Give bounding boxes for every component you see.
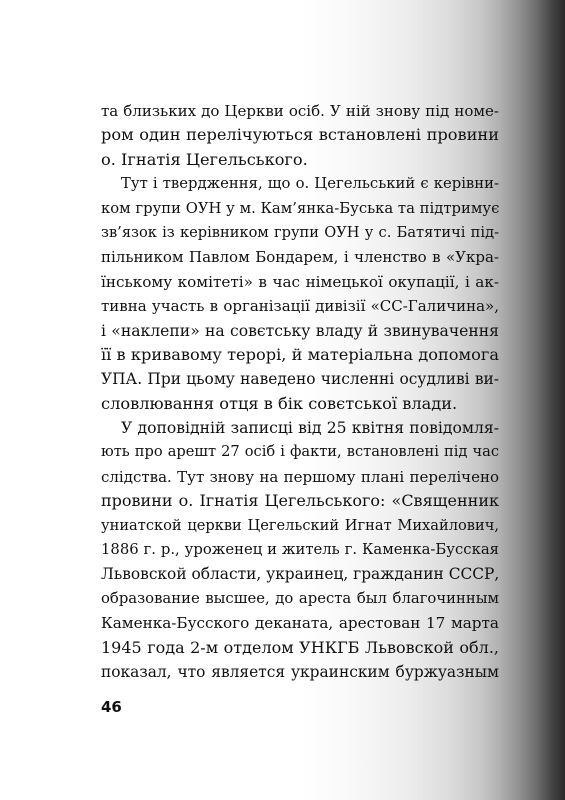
text-line: ком групи ОУН у м. Кам’янка-Буська та підтримує xyxy=(101,199,499,217)
text-line: образование высшее, до ареста был благочинным xyxy=(101,589,499,607)
text-line: пільником Павлом Бондарем, і членство в «Укра- xyxy=(101,248,499,267)
text-line: Львовской области, украинец, гражданин СССР, xyxy=(101,565,499,584)
text-line: 1945 года 2-м отделом УНКГБ Львовской обл., xyxy=(101,637,499,657)
text-line: У доповідній записці від 25 квітня повідомля- xyxy=(121,419,499,438)
text-line: її в кривавому терорі, й матеріальна допомога xyxy=(101,344,499,364)
text-line: Каменка-Бусского деканата, арестован 17 марта xyxy=(101,614,499,633)
text-line: Тут і твердження, що о. Цегельський є керівни- xyxy=(121,175,499,193)
text-line: словлювання отця в бік совєтської влади. xyxy=(101,393,458,413)
text-line: та близьких до Церкви осіб. У ній знову під номе- xyxy=(101,102,499,120)
text-line: і «наклепи» на совєтську владу й звинувачення xyxy=(101,321,499,340)
text-line: ром один перелічуються встановлені провини xyxy=(101,125,499,145)
text-line: зв’язок із керівником групи ОУН у с. Батятичі під- xyxy=(101,223,499,241)
page-number: 46 xyxy=(101,698,122,716)
text-line: униатской церкви Цегельский Игнат Михайлович, xyxy=(101,516,499,534)
text-line: слідства. Тут знову на першому плані перелічено xyxy=(101,467,499,486)
text-line: тивна участь в організації дивізії «СС-Галичина», xyxy=(101,297,499,316)
text-line: їнському комітеті» в час німецької окупації, і ак- xyxy=(101,272,499,291)
text-line: ють про арешт 27 осіб і факти, встановлені під час xyxy=(101,443,499,461)
text-line: провини о. Ігнатія Цегельського: «Священник xyxy=(101,491,499,511)
text-line: показал, что является украинским буржуазным xyxy=(101,662,499,681)
text-line: 1886 г. р., уроженец и житель г. Каменка-Бусская xyxy=(101,541,499,559)
text-line: о. Ігнатія Цегельського. xyxy=(101,149,308,169)
page-body-text xyxy=(101,99,499,684)
text-line: УПА. При цьому наведено численні осудливі ви- xyxy=(101,370,499,389)
